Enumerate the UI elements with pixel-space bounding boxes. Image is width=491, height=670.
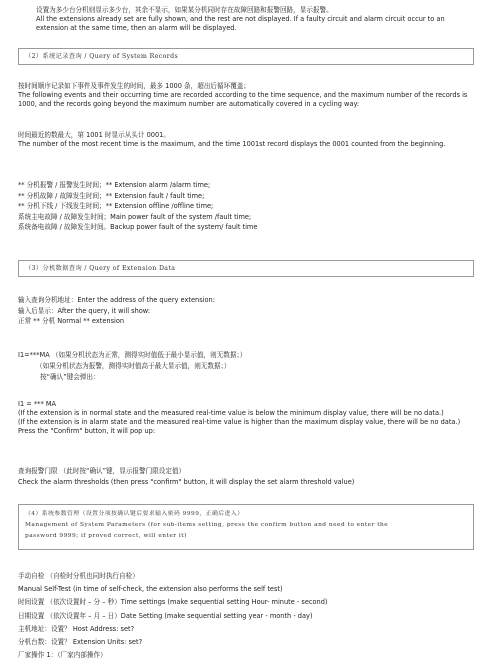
record-event-list bbox=[18, 180, 476, 233]
ext-current-en: (If the extension is in alarm state and the measured real-time value is higher than the maximum display value, there will be no data.) bbox=[18, 418, 461, 426]
settings-item: 厂家操作 1：（厂家内部操作） bbox=[18, 651, 107, 660]
section-box-4 bbox=[18, 504, 474, 550]
section-2-title: （2）系统记录查询 / Query of System Records bbox=[25, 53, 179, 60]
settings-item: 手动自检 （自检时分机也同时执行自检） bbox=[18, 572, 139, 580]
record-event-item: ** 分机报警 / 报警发生时间；** Extension alarm /alarm time; bbox=[18, 181, 211, 189]
settings-item: Manual Self-Test (in time of self-check, the extension also performs the self test) bbox=[18, 585, 283, 594]
record-event-item: 系统主电故障 / 故障发生时间；Main power fault of the system /fault time; bbox=[18, 212, 252, 221]
settings-item: 时间设置 （依次设置时 – 分 – 秒）Time settings (make sequential setting Hour- minute - second) bbox=[18, 598, 328, 607]
ext-query-line: 输入查询分机地址：Enter the address of the query extension: bbox=[18, 296, 215, 304]
threshold-en: Check the alarm thresholds (then press "confirm" button, it will display the set alarm threshold value) bbox=[18, 478, 355, 486]
ext-current-line: 按“确认”键会弹出： bbox=[40, 373, 100, 381]
records-latest bbox=[18, 131, 476, 149]
extension-query bbox=[18, 295, 476, 327]
record-event-item: ** 分机下线 / 下线发生时间；** Extension offline /offline time; bbox=[18, 202, 214, 210]
records-cn-1: 按时间顺序记录如下事件及事件发生的时间，最多 1000 条，超出后循环覆盖； bbox=[18, 82, 250, 90]
alarm-threshold bbox=[18, 466, 476, 488]
ext-current-en: Press the "Confirm" button, it will pop up: bbox=[18, 427, 156, 435]
records-en-1: The following events and their occurring time are recorded according to the time sequence, and the maximum number of the records is 1000, and the records going beyond the maximum number are automatically covered in a cycling way: bbox=[18, 91, 468, 108]
ext-current-line: （如果分机状态为报警，测得实时值高于最大显示值，则无数据；） bbox=[36, 362, 231, 370]
current-readout-cn bbox=[18, 350, 476, 383]
intro-en: All the extensions already set are fully shown, and the rest are not displayed. If a faulty circuit and alarm circuit occur to an extension at the same time, then an alarm will be displayed. bbox=[36, 15, 445, 32]
records-section bbox=[18, 82, 476, 109]
section-box-2 bbox=[18, 48, 474, 65]
section-4-line: （4）系统参数管理（设置分项按确认键后要求输入密码 9999，正确后进入） bbox=[25, 511, 244, 517]
settings-item: 主机地址：设置？ Host Address: set? bbox=[18, 624, 135, 633]
settings-item: 分机台数：设置？ Extension Units: set? bbox=[18, 638, 143, 647]
section-3-title: （3）分机数据查询 / Query of Extension Data bbox=[25, 265, 176, 272]
ext-current-en: (If the extension is in normal state and the measured real-time value is below the minimum display value, there will be no data.) bbox=[18, 409, 444, 417]
threshold-cn: 查询报警门限 （此时按“确认”键，显示报警门限设定值） bbox=[18, 467, 186, 475]
ext-query-line: 正常 ** 分机 Normal ** extension bbox=[18, 317, 125, 325]
current-readout-en bbox=[18, 400, 476, 436]
ext-current-en: I1 = *** MA bbox=[18, 400, 57, 408]
section-4-line: password 9999; if proved correct, will enter it) bbox=[25, 533, 187, 539]
records-cn-2: 时间最近的数最大，第 1001 时显示从头计 0001。 bbox=[18, 131, 170, 139]
section-box-3 bbox=[18, 260, 474, 277]
settings-item: 日期设置 （依次设置年 – 月 – 日）Date Setting (make sequential setting year - month - day) bbox=[18, 611, 313, 620]
ext-query-line: 输入后显示：After the query, it will show: bbox=[18, 306, 151, 315]
section-4-line: Management of System Parameters (for sub-items setting, press the confirm button and need to enter the bbox=[25, 522, 389, 528]
intro-section bbox=[18, 6, 476, 33]
record-event-item: 系统备电故障 / 故障发生时间。Backup power fault of the system/ fault time bbox=[18, 223, 258, 231]
records-en-2: The number of the most recent time is the maximum, and the time 1001st record displays the 0001 counted from the beginning. bbox=[18, 140, 446, 148]
record-event-item: ** 分机故障 / 故障发生时间；** Extension fault / fault time; bbox=[18, 191, 205, 200]
system-settings-list bbox=[18, 570, 476, 662]
intro-cn: 设置为多少台分机则显示多少台，其余不显示，如果某分机同时存在故障回路和报警回路，显示报警。 bbox=[36, 6, 333, 14]
ext-current-line: I1=***MA （如果分机状态为正常，测得实时值低于最小显示值，则无数据；） bbox=[18, 351, 247, 359]
